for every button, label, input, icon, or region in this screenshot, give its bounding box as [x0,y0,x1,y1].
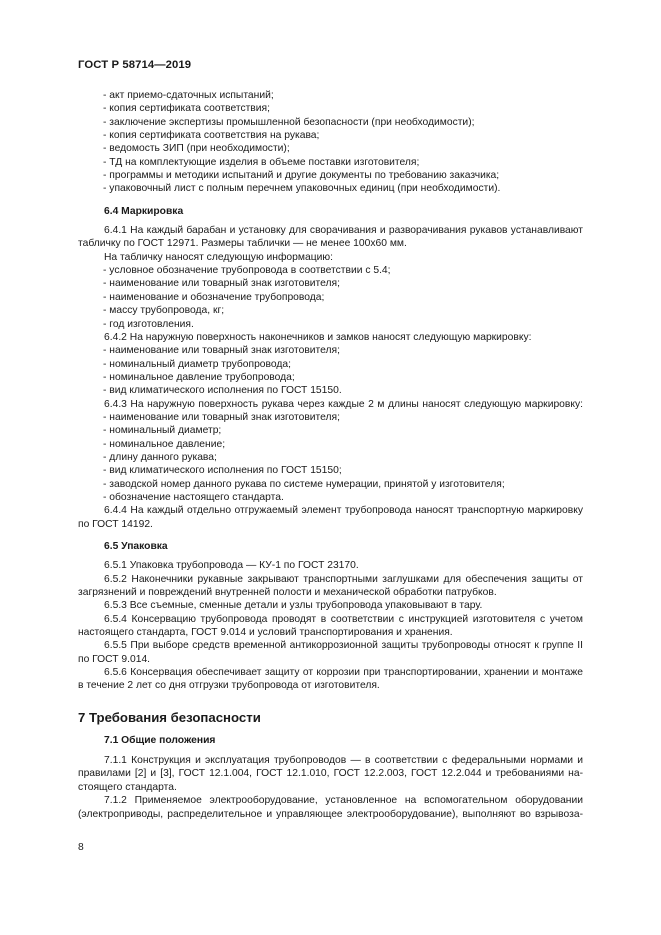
paragraph-6-5-1: 6.5.1 Упаковка трубопровода — КУ-1 по ГОСТ 23170. [104,560,359,572]
list-item: - программы и методики испытаний и другие документы по требованию заказчика; [103,170,500,182]
list-item: - наименование или товарный знак изготовителя; [103,278,340,290]
documents-list [78,89,583,196]
paragraph-7-1-1-cont: правилами [2] и [3], ГОСТ 12.1.004, ГОСТ 12.1.010, ГОСТ 12.2.003, ГОСТ 12.2.044 и требованиями на- [78,768,583,780]
paragraph-6-4-2: 6.4.2 На наружную поверхность наконечников и замков наносят следующую маркировку: [104,331,532,343]
paragraph-6-5-3: 6.5.3 Все съемные, сменные детали и узлы трубопровода упаковывают в тару. [104,600,483,612]
list-item: - номинальное давление; [103,438,226,450]
paragraph-7-1-1: 7.1.1 Конструкция и эксплуатация трубопроводов — в соответствии с федеральными нормами и [104,755,583,767]
section-heading-7-1: 7.1 Общие положения [104,734,216,746]
list-item: - наименование и обозначение трубопровода; [103,291,325,303]
paragraph-6-5-6-cont: в течение 2 лет со дня отгрузки трубопровода от изготовителя. [78,680,380,692]
list-item: - номинальный диаметр трубопровода; [103,358,291,370]
list-item: - ТД на комплектующие изделия в объеме поставки изготовителя; [103,156,420,168]
list-item: - наименование или товарный знак изготовителя; [103,345,340,357]
paragraph-6-5-4-cont: настоящего стандарта, ГОСТ 9.014 и условий транспортирования и хранения. [78,627,453,639]
list-item: - условное обозначение трубопровода в соответствии с 5.4; [103,265,391,277]
paragraph-6-4-3: 6.4.3 На наружную поверхность рукава через каждые 2 м длины наносят следующую маркировку: [104,398,583,410]
list-item: - ведомость ЗИП (при необходимости); [103,143,290,155]
paragraph-6-5-6: 6.5.6 Консервация обеспечивает защиту от коррозии при транспортировании, хранении и монтаже [104,667,583,679]
paragraph-7-1-2: 7.1.2 Применяемое электрооборудование, установленное на вспомогательном оборудовании [104,795,583,807]
paragraph-6-5-2: 6.5.2 Наконечники рукавные закрывают транспортными заглушками для обеспечения защиты от [104,573,583,585]
page-header-doc-id: ГОСТ Р 58714—2019 [78,59,192,71]
list-item: - массу трубопровода, кг; [103,305,225,317]
list-item: - год изготовления. [103,318,194,330]
paragraph-6-5-5-cont: по ГОСТ 9.014. [78,653,151,665]
section-heading-6-4: 6.4 Маркировка [104,205,184,217]
list-item: - акт приемо-сдаточных испытаний; [103,90,274,101]
list-item: - вид климатического исполнения по ГОСТ 15150. [103,385,342,397]
section-heading-6-5: 6.5 Упаковка [104,541,168,552]
paragraph-6-5-5: 6.5.5 При выборе средств временной антикоррозионной защиты трубопроводы относят к группе II [104,640,583,652]
page-number: 8 [78,842,84,853]
paragraph-6-4-1-cont: табличку по ГОСТ 12971. Размеры таблички — не менее 100x60 мм. [78,238,407,250]
list-item: - длину данного рукава; [103,451,217,463]
paragraph-6-4-1: 6.4.1 На каждый барабан и установку для сворачивания и разворачивания рукавов устанавливают [104,225,583,237]
paragraph-6-4-4: 6.4.4 На каждый отдельно отгружаемый элемент трубопровода наносят транспортную маркировку [104,505,583,517]
paragraph-6-4-1-intro: На табличку наносят следующую информацию: [104,251,333,263]
list-item: - наименование или товарный знак изготовителя; [103,411,340,423]
list-item: - номинальный диаметр; [103,425,222,437]
list-item: - номинальное давление трубопровода; [103,371,295,383]
list-item: - копия сертификата соответствия на рукава; [103,130,320,142]
section-heading-7: 7 Требования безопасности [78,709,261,725]
list-item: - заводской номер данного рукава по системе нумерации, принятой у изготовителя; [103,478,505,490]
list-item: - копия сертификата соответствия; [103,103,270,115]
paragraph-7-1-2-cont: (электроприводы, распределительное и управляющее электрооборудование), выполняют во взрывоза- [78,808,583,820]
paragraph-6-4-4-cont: по ГОСТ 14192. [78,518,153,530]
list-item: - вид климатического исполнения по ГОСТ 15150; [103,465,342,477]
list-item: - обозначение настоящего стандарта. [103,491,284,503]
list-item: - упаковочный лист с полным перечнем упаковочных единиц (при необходимости). [103,183,501,195]
paragraph-7-1-1-end: стоящего стандарта. [78,781,177,793]
document-body [78,89,583,821]
paragraph-6-5-4: 6.5.4 Консервацию трубопровода проводят в соответствии с инструкцией изготовителя с учетом [104,613,583,625]
paragraph-6-5-2-cont: загрязнений и повреждений внутренней полости и механической обработки патрубков. [78,587,497,599]
list-item: - заключение экспертизы промышленной безопасности (при необходимости); [103,116,475,128]
